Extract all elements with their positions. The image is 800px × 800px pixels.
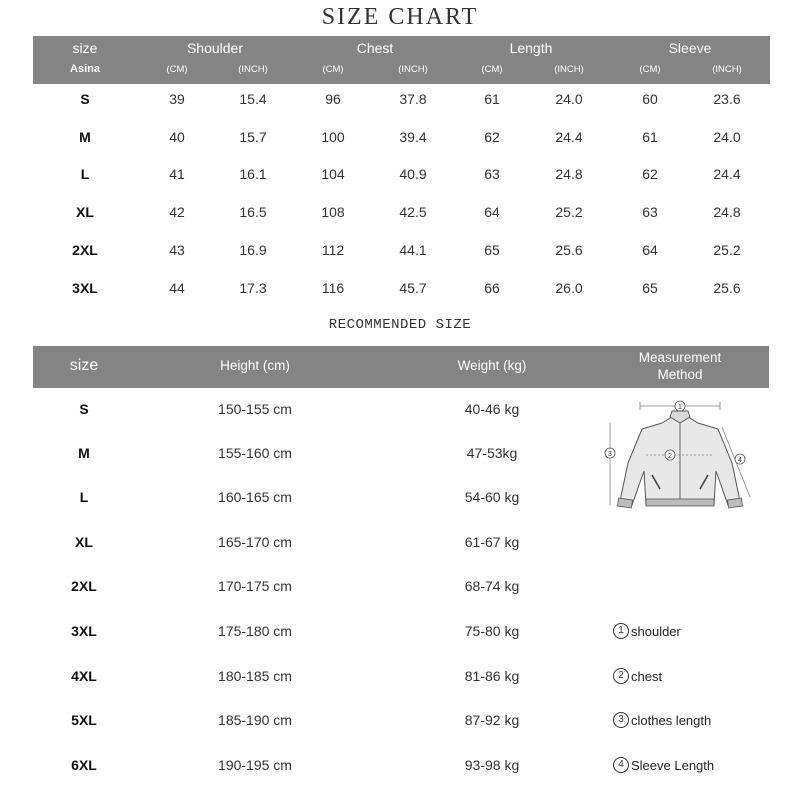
rec-height-cell: 165-170 cm	[218, 534, 292, 550]
size-cell: 25.6	[713, 280, 741, 296]
size-cell: 26.0	[555, 280, 583, 296]
size-cell: 104	[321, 166, 345, 182]
size-cell: 16.9	[239, 242, 267, 258]
height-header: Height (cm)	[220, 358, 290, 373]
rec-weight-cell: 93-98 kg	[464, 757, 520, 773]
size-cell: 44	[169, 280, 185, 296]
rec-weight-cell: 87-92 kg	[464, 712, 520, 728]
measurement-method-line2: Method	[657, 367, 703, 382]
size-cell: 24.8	[713, 204, 741, 220]
rec-weight-cell: 54-60 kg	[464, 489, 520, 505]
rec-height-cell: 155-160 cm	[218, 445, 292, 461]
size-cell: 43	[169, 242, 185, 258]
legend-label: Sleeve Length	[631, 757, 715, 773]
rec-size-label: 2XL	[71, 578, 97, 594]
size-cell: 112	[321, 242, 345, 258]
rec-height-cell: 180-185 cm	[218, 668, 292, 684]
rec-size-label: XL	[75, 534, 93, 550]
size-cell: 17.3	[239, 280, 267, 296]
size-cell: 37.8	[399, 91, 427, 107]
size-cell: 61	[642, 129, 658, 145]
size-cell: 65	[484, 242, 500, 258]
size-row-label: S	[80, 91, 90, 107]
size-cell: 16.1	[239, 166, 267, 182]
unit-header-cm: (CM)	[322, 64, 344, 75]
jacket-measurement-diagram-icon	[600, 393, 760, 528]
circled-number-icon: 3	[613, 712, 629, 728]
size-cell: 108	[321, 204, 345, 220]
size-cell: 45.7	[399, 280, 427, 296]
rec-size-label: 3XL	[71, 623, 97, 639]
unit-header-cm: (CM)	[166, 64, 188, 75]
size-cell: 40	[169, 129, 185, 145]
rec-height-cell: 175-180 cm	[218, 623, 292, 639]
rec-weight-cell: 81-86 kg	[464, 668, 520, 684]
size-row-label: 3XL	[72, 280, 98, 296]
size-cell: 24.0	[713, 129, 741, 145]
group-header-chest: Chest	[356, 40, 394, 56]
circled-number-icon: 2	[613, 668, 629, 684]
weight-header: Weight (kg)	[457, 358, 527, 373]
circled-number-icon: 4	[613, 757, 629, 773]
size-cell: 44.1	[399, 242, 427, 258]
page-title: SIZE CHART	[321, 4, 479, 30]
rec-weight-cell: 47-53kg	[466, 445, 518, 461]
rec-size-header: size	[69, 357, 99, 374]
size-cell: 39	[169, 91, 185, 107]
size-cell: 41	[169, 166, 185, 182]
circled-number-icon: 1	[613, 623, 629, 639]
unit-header-inch: (INCH)	[712, 64, 742, 75]
rec-weight-cell: 75-80 kg	[464, 623, 520, 639]
size-cell: 15.4	[239, 91, 267, 107]
size-cell: 40.9	[399, 166, 427, 182]
rec-size-label: M	[78, 445, 90, 461]
size-cell: 96	[325, 91, 341, 107]
legend-item	[613, 623, 681, 639]
size-cell: 63	[484, 166, 500, 182]
size-cell: 24.0	[555, 91, 583, 107]
size-cell: 60	[642, 91, 658, 107]
diagram-label-2: 2	[668, 453, 672, 460]
recommended-size-title: RECOMMENDED SIZE	[328, 317, 472, 333]
size-cell: 64	[484, 204, 500, 220]
size-cell: 116	[321, 280, 345, 296]
size-cell: 64	[642, 242, 658, 258]
size-cell: 24.4	[555, 129, 583, 145]
unit-header-cm: (CM)	[481, 64, 503, 75]
size-cell: 15.7	[239, 129, 267, 145]
size-row-label: XL	[76, 204, 94, 220]
diagram-label-1: 1	[678, 404, 682, 411]
diagram-label-3: 3	[608, 451, 612, 458]
legend-item	[613, 668, 662, 684]
unit-header-inch: (INCH)	[398, 64, 428, 75]
rec-height-cell: 190-195 cm	[218, 757, 292, 773]
rec-weight-cell: 61-67 kg	[464, 534, 520, 550]
rec-size-label: 4XL	[71, 668, 97, 684]
legend-item	[613, 712, 711, 728]
measurement-method-header	[625, 349, 735, 383]
legend-label: chest	[631, 668, 663, 684]
size-cell: 25.2	[555, 204, 583, 220]
size-row-label: M	[79, 129, 91, 145]
size-cell: 62	[484, 129, 500, 145]
group-header-sleeve: Sleeve	[668, 40, 712, 56]
size-cell: 42	[169, 204, 185, 220]
legend-label: shoulder	[631, 623, 681, 639]
unit-header-inch: (INCH)	[238, 64, 268, 75]
rec-size-label: L	[79, 489, 89, 505]
size-cell: 25.2	[713, 242, 741, 258]
size-cell: 39.4	[399, 129, 427, 145]
legend-item	[613, 757, 714, 773]
legend-label: clothes length	[631, 712, 712, 728]
unit-header-inch: (INCH)	[554, 64, 584, 75]
measurement-method-line1: Measurement	[638, 350, 722, 365]
rec-height-cell: 160-165 cm	[218, 489, 292, 505]
rec-weight-cell: 40-46 kg	[464, 401, 520, 417]
size-cell: 16.5	[239, 204, 267, 220]
group-header-shoulder: Shoulder	[186, 40, 244, 56]
size-column-subheader: Asina	[70, 63, 100, 75]
diagram-label-4: 4	[738, 457, 742, 464]
rec-size-label: 5XL	[71, 712, 97, 728]
group-header-length: Length	[509, 40, 553, 56]
size-cell: 65	[642, 280, 658, 296]
size-cell: 23.6	[713, 91, 741, 107]
size-cell: 61	[484, 91, 500, 107]
size-cell: 62	[642, 166, 658, 182]
size-row-label: L	[80, 166, 90, 182]
size-column-header: size	[72, 40, 98, 56]
rec-height-cell: 170-175 cm	[218, 578, 292, 594]
size-cell: 25.6	[555, 242, 583, 258]
size-cell: 66	[484, 280, 500, 296]
size-cell: 100	[321, 129, 345, 145]
size-row-label: 2XL	[72, 242, 98, 258]
rec-height-cell: 150-155 cm	[218, 401, 292, 417]
size-cell: 24.8	[555, 166, 583, 182]
rec-height-cell: 185-190 cm	[218, 712, 292, 728]
unit-header-cm: (CM)	[639, 64, 661, 75]
rec-size-label: S	[79, 401, 89, 417]
size-cell: 42.5	[399, 204, 427, 220]
size-cell: 24.4	[713, 166, 741, 182]
rec-size-label: 6XL	[71, 757, 97, 773]
rec-weight-cell: 68-74 kg	[464, 578, 520, 594]
size-cell: 63	[642, 204, 658, 220]
